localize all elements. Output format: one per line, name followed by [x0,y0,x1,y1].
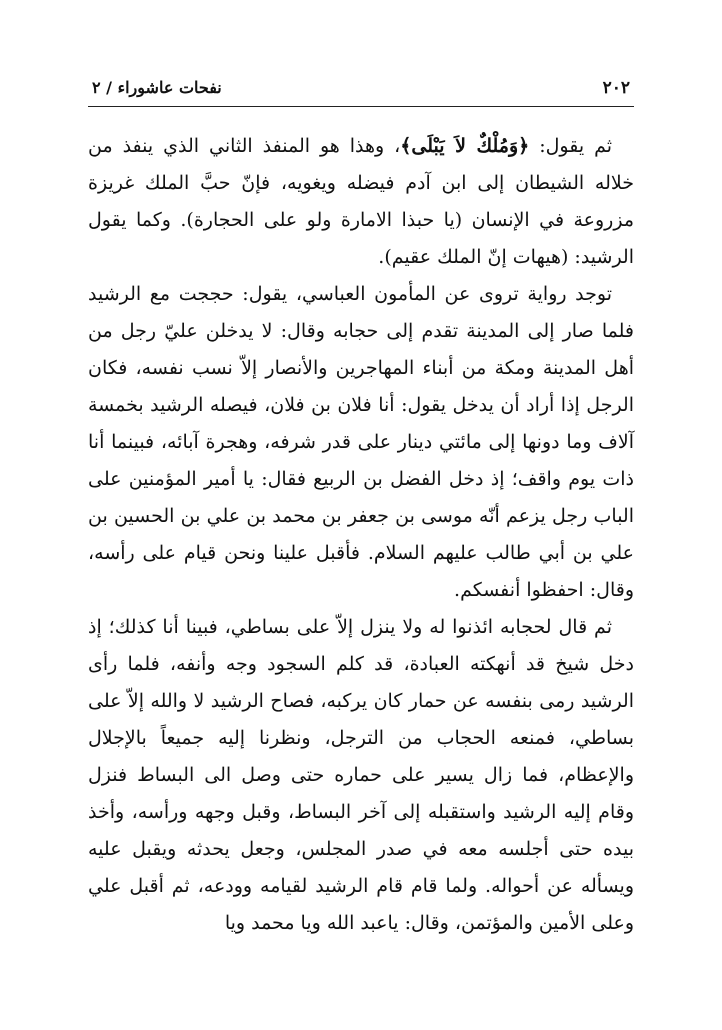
paragraph-text: ثم قال لحجابه ائذنوا له ولا ينزل إلاّ على بساطي، فبينا أنا كذلك؛ إذ دخل شيخ قد أنهكته العبادة، قد كلم السجود وجه وأنفه، فلما رأى الرشيد رمى بنفسه عن حمار كان يركبه، فصاح الرشيد لا والله إلاّ على بساطي، فمنعه الحجاب من الترجل، ونظرنا إليه جميعاً بالإجلال والإعظام، فما زال يسير على حماره حتى وصل الى البساط فنزل وقام إليه الرشيد واستقبله إلى آخر البساط، وقبل وجهه ورأسه، وأخذ بيده حتى أجلسه معه في صدر المجلس، وجعل يحدثه ويقبل عليه ويسأله عن أحواله. ولما قام قام الرشيد لقيامه وودعه، ثم أقبل علي وعلى الأمين والمؤتمن، وقال: ياعبد الله ويا محمد ويا [88,616,634,934]
running-header [88,70,634,107]
paragraph-text: ، وهذا هو المنفذ الثاني الذي ينفذ من خلاله الشيطان إلى ابن آدم فيضله ويغويه، فإنّ حبَّ الملك غريزة مزروعة في الإنسان (يا حبذا الامارة ولو على الحجارة). وكما يقول الرشيد: (هيهات إنّ الملك عقيم). [88,135,634,268]
paragraph-text: ثم يقول: [529,135,612,157]
book-title: نفحات عاشوراء / ٢ [92,78,222,97]
quran-verse: ﴿وَمُلْكٌ لاَ يَبْلَى﴾ [400,135,530,157]
page-number: ٢٠٢ [602,78,630,98]
paragraph-2 [88,276,634,609]
body-text [88,128,634,942]
paragraph-text: توجد رواية تروى عن المأمون العباسي، يقول: حججت مع الرشيد فلما صار إلى المدينة تقدم إلى حجابه وقال: لا يدخلن عليّ رجل من أهل المدينة ومكة من أبناء المهاجرين والأنصار إلاّ نسب نفسه، فكان الرجل إذا أراد أن يدخل يقول: أنا فلان بن فلان، فيصله الرشيد بخمسة آلاف وما دونها إلى مائتي دينار على قدر شرفه، وهجرة آبائه، فبينما أنا ذات يوم واقف؛ إذ دخل الفضل بن الربيع فقال: يا أمير المؤمنين على الباب رجل يزعم أنّه موسى بن جعفر بن محمد بن علي بن الحسين بن علي بن أبي طالب عليهم السلام. فأقبل علينا ونحن قيام على رأسه، وقال: احفظوا أنفسكم. [88,283,634,601]
paragraph-3 [88,609,634,942]
paragraph-1 [88,128,634,276]
book-page [88,70,634,970]
